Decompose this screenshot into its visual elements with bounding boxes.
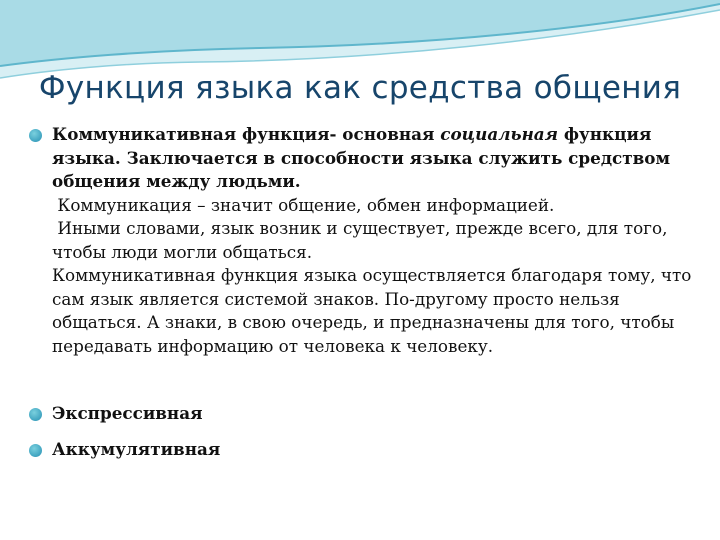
spacer [28,358,693,402]
bullet-italic-text: социальная [440,124,559,144]
bullet-dot-icon [29,129,42,142]
bullet-bold-text-1: Коммуникативная функция- основная [52,124,441,144]
paragraph-1: Коммуникация – значит общение, обмен информацией. [52,194,555,215]
paragraph-3: Коммуникативная функция языка осуществляется благодаря тому, что сам язык является системой знаков. По-другому просто нельзя общаться. А знаки, в свою очередь, и предназначены для того, чтобы передавать информацию от человека к человеку. [52,265,692,356]
bullet-dot-icon [29,408,42,421]
bullet-item-accumulative [28,438,693,462]
bullet-bold-text-2: функция языка. Заключается в способности языка служить средством общения между людьми. [52,124,671,191]
bullet-label: Экспрессивная [52,403,203,423]
paragraph-2: Иными словами, язык возник и существует, прежде всего, для того, чтобы люди могли общаться. [52,218,673,262]
bullet-item-expressive [28,402,693,426]
slide-title: Функция языка как средства общения [38,70,682,106]
bullet-item-communicative [28,123,693,358]
slide-body [28,123,693,461]
bullet-dot-icon [29,444,42,457]
bullet-label: Аккумулятивная [52,438,221,459]
